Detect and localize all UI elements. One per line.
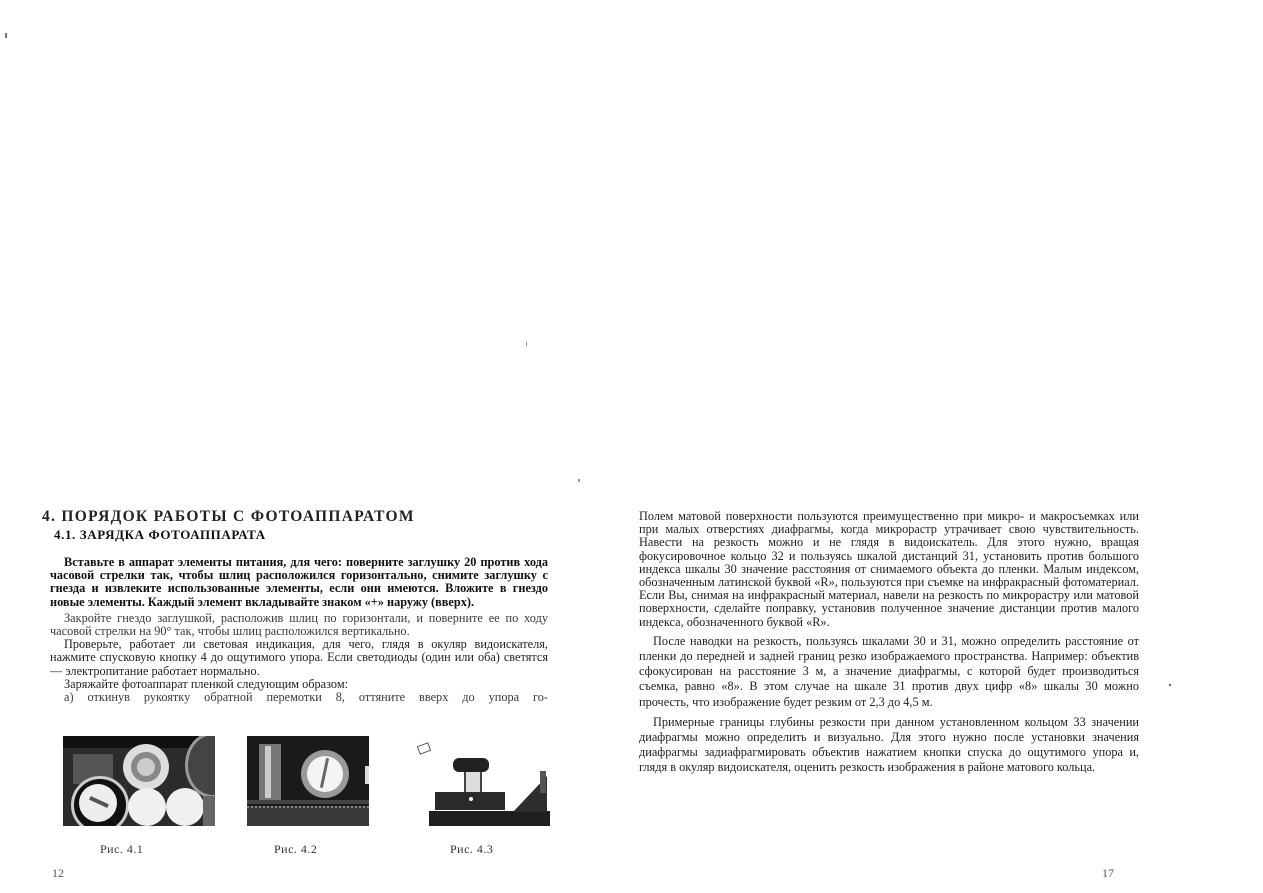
figure-4-1	[63, 736, 215, 826]
page-number: 12	[52, 866, 64, 880]
right-body-text	[639, 510, 1139, 776]
left-page	[0, 0, 620, 893]
paragraph: Заряжайте фотоаппарат пленкой следующим образом:	[64, 676, 349, 691]
figures-row	[60, 736, 560, 856]
left-body-text	[50, 556, 548, 704]
paragraph: Вставьте в аппарат элементы питания, для чего: поверните заглушку 20 против хода часовой стрелки так, чтобы шлиц расположился горизонтально, снимите заглушку с гнезда и извлеките использованные элементы, если они имеются. Вложите в гнездо новые элементы. Каждый элемент вкладывайте знаком «+» наружу (вверх).	[50, 555, 548, 609]
paragraph: а) откинув рукоятку обратной перемотки 8, оттяните вверх до упора го-	[64, 690, 548, 705]
right-page	[620, 0, 1263, 893]
figure-4-2	[247, 736, 369, 826]
paragraph: Примерные границы глубины резкости при данном установленном кольцом 33 значении диафрагмы можно определить и визуально. Для этого нужно после установки значения диафрагмы задиафрагмировать объектив нажатием кнопки спуска до ощутимого упора и, глядя в окуляр видоискателя, оценить резкость изображения в районе матового кольца.	[639, 714, 1139, 775]
paragraph: Проверьте, работает ли световая индикация, для чего, глядя в окуляр видоискателя, нажмите спусковую кнопку 4 до ощутимого упора. Если светодиоды (один или оба) светятся — электропитание работает нормально.	[50, 637, 548, 678]
page-number: 17	[1102, 866, 1114, 880]
paragraph: Полем матовой поверхности пользуются преимущественно при микро- и макросъемках или при малых отверстиях диафрагмы, когда микрорастр утрачивает свою чувствительность. Навести на резкость можно и не глядя в видоискатель. Для этого нужно, вращая фокусировочное кольцо 32 и пользуясь шкалой дистанций 31, установить против большого индекса шкалы 30 значение расстояния от снимаемого объекта до пленки. Малым индексом, обозначенным латинской буквой «R», пользуются при съемке на инфракрасный фотоматериал. Если Вы, снимая на инфракрасный материал, навели на резкость по микрорастру или матовой поверхности, сделайте поправку, установив полученное значение дистанции против малого индекса, обозначенного буквой «R».	[639, 509, 1139, 629]
paragraph: После наводки на резкость, пользуясь шкалами 30 и 31, можно определить расстояние от пленки до передней и задней границ резко изображаемого пространства. Например: объектив сфокусирован на расстояние 3 м, а значение диафрагмы, с которой будет производиться съемка, равно «8». В этом случае на шкале 31 против двух цифр «8» шкалы 30 можно прочесть, что изображение будет резким от 2,3 до 4,5 м.	[639, 633, 1139, 709]
figure-caption: Рис. 4.3	[450, 842, 494, 856]
chapter-title: 4. ПОРЯДОК РАБОТЫ С ФОТОАППАРАТОМ	[42, 508, 415, 525]
section-title: 4.1. ЗАРЯДКА ФОТОАППАРАТА	[54, 527, 266, 542]
battery-cap-slot-photo	[247, 736, 369, 826]
figure-caption: Рис. 4.1	[100, 842, 144, 856]
figure-caption: Рис. 4.2	[274, 842, 318, 856]
rewind-knob-photo	[415, 736, 550, 826]
camera-battery-compartment-photo	[63, 736, 215, 826]
paragraph: Закройте гнездо заглушкой, расположив шлиц по горизонтали, и поверните ее по ходу часовой стрелки на 90° так, чтобы шлиц расположился вертикально.	[50, 610, 548, 639]
figure-4-3	[415, 736, 550, 826]
